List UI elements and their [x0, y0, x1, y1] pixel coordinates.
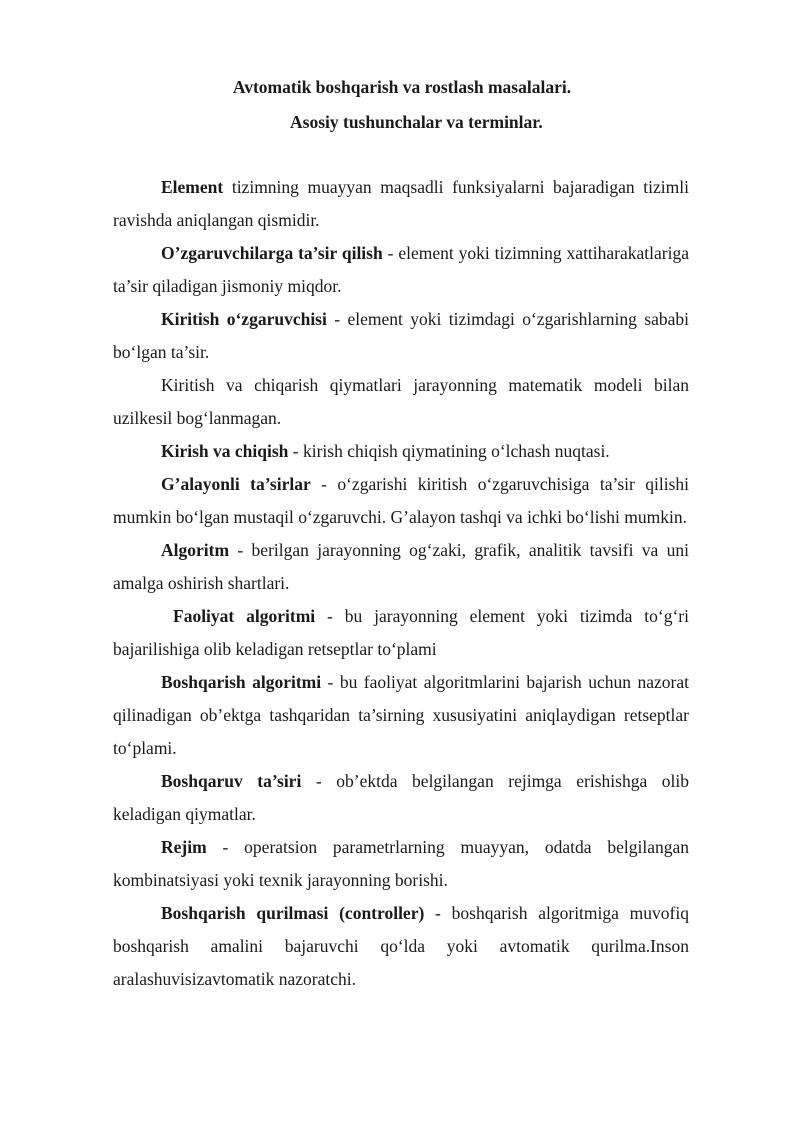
- paragraph-faoliyat-algoritmi: [113, 600, 689, 666]
- definition-text: - boshqarish algoritmiga muvofiq boshqarish amalini bajaruvchi qo‘lda yoki avtomatik qurilma.Inson aralashuvisizavtomatik nazoratchi.: [113, 903, 689, 989]
- paragraph-rejim: [113, 831, 689, 897]
- definition-text: tizimning muayyan maqsadli funksiyalarni bajaradigan tizimli ravishda aniqlangan qismidir.: [113, 177, 689, 230]
- paragraph-algoritm: [113, 534, 689, 600]
- paragraph-kiritish-chiqarish: [113, 369, 689, 435]
- term-galayonli-tasirlar: G’alayonli ta’sirlar: [161, 474, 311, 494]
- paragraph-galayonli-tasirlar: [113, 468, 689, 534]
- term-boshqarish-qurilmasi: Boshqarish qurilmasi (controller): [161, 903, 425, 923]
- term-faoliyat-algoritmi: Faoliyat algoritmi: [173, 606, 316, 626]
- paragraph-boshqaruv-tasiri: [113, 765, 689, 831]
- term-algoritm: Algoritm: [161, 540, 230, 560]
- term-kirish-chiqish: Kirish va chiqish: [161, 441, 289, 461]
- paragraph-ozgaruvchilarga-tasir: [113, 237, 689, 303]
- paragraph-kirish-chiqish: [113, 435, 689, 468]
- document-body: [113, 171, 689, 996]
- term-kiritish-ozgaruvchisi: Kiritish o‘zgaruvchisi: [161, 309, 327, 329]
- paragraph-boshqarish-algoritmi: [113, 666, 689, 765]
- heading-line-2: Asosiy tushunchalar va terminlar.: [290, 112, 543, 132]
- term-boshqaruv-tasiri: Boshqaruv ta’siri: [161, 771, 302, 791]
- definition-text: - o‘zgarishi kiritish o‘zgaruvchisiga ta’sir qilishi mumkin bo‘lgan mustaqil o‘zgaruvchi. G’alayon tashqi va ichki bo‘lishi mumkin.: [113, 474, 689, 527]
- term-boshqarish-algoritmi: Boshqarish algoritmi: [161, 672, 322, 692]
- term-rejim: Rejim: [161, 837, 207, 857]
- definition-text: - element yoki tizimning xattiharakatlariga ta’sir qiladigan jismoniy miqdor.: [113, 243, 689, 296]
- definition-text: - berilgan jarayonning og‘zaki, grafik, analitik tavsifi va uni amalga oshirish shartlari.: [113, 540, 689, 593]
- definition-text: - bu jarayonning element yoki tizimda to‘g‘ri bajarilishiga olib keladigan retseptlar to‘plami: [113, 606, 689, 659]
- definition-text: - bu faoliyat algoritmlarini bajarish uchun nazorat qilinadigan ob’ektga tashqaridan ta’sirning xususiyatini aniqlaydigan retseptlar to‘plami.: [113, 672, 689, 758]
- paragraph-boshqarish-qurilmasi: [113, 897, 689, 996]
- definition-text: - operatsion parametrlarning muayyan, odatda belgilangan kombinatsiyasi yoki texnik jarayonning borishi.: [113, 837, 689, 890]
- heading-line-1: Avtomatik boshqarish va rostlash masalalari.: [232, 77, 572, 97]
- term-ozgaruvchilarga-tasir: O’zgaruvchilarga ta’sir qilish: [161, 243, 383, 263]
- definition-text: - ob’ektda belgilangan rejimga erishishga olib keladigan qiymatlar.: [113, 771, 689, 824]
- paragraph-element: [113, 171, 689, 237]
- definition-text: - kirish chiqish qiymatining o‘lchash nuqtasi.: [288, 441, 610, 461]
- definition-text: - element yoki tizimdagi o‘zgarishlarning sababi bo‘lgan ta’sir.: [113, 309, 690, 362]
- term-element: Element: [161, 177, 224, 197]
- definition-text: Kiritish va chiqarish qiymatlari jarayonning matematik modeli bilan uzilkesil bog‘lanmagan.: [113, 375, 689, 428]
- paragraph-kiritish-ozgaruvchisi: [113, 303, 689, 369]
